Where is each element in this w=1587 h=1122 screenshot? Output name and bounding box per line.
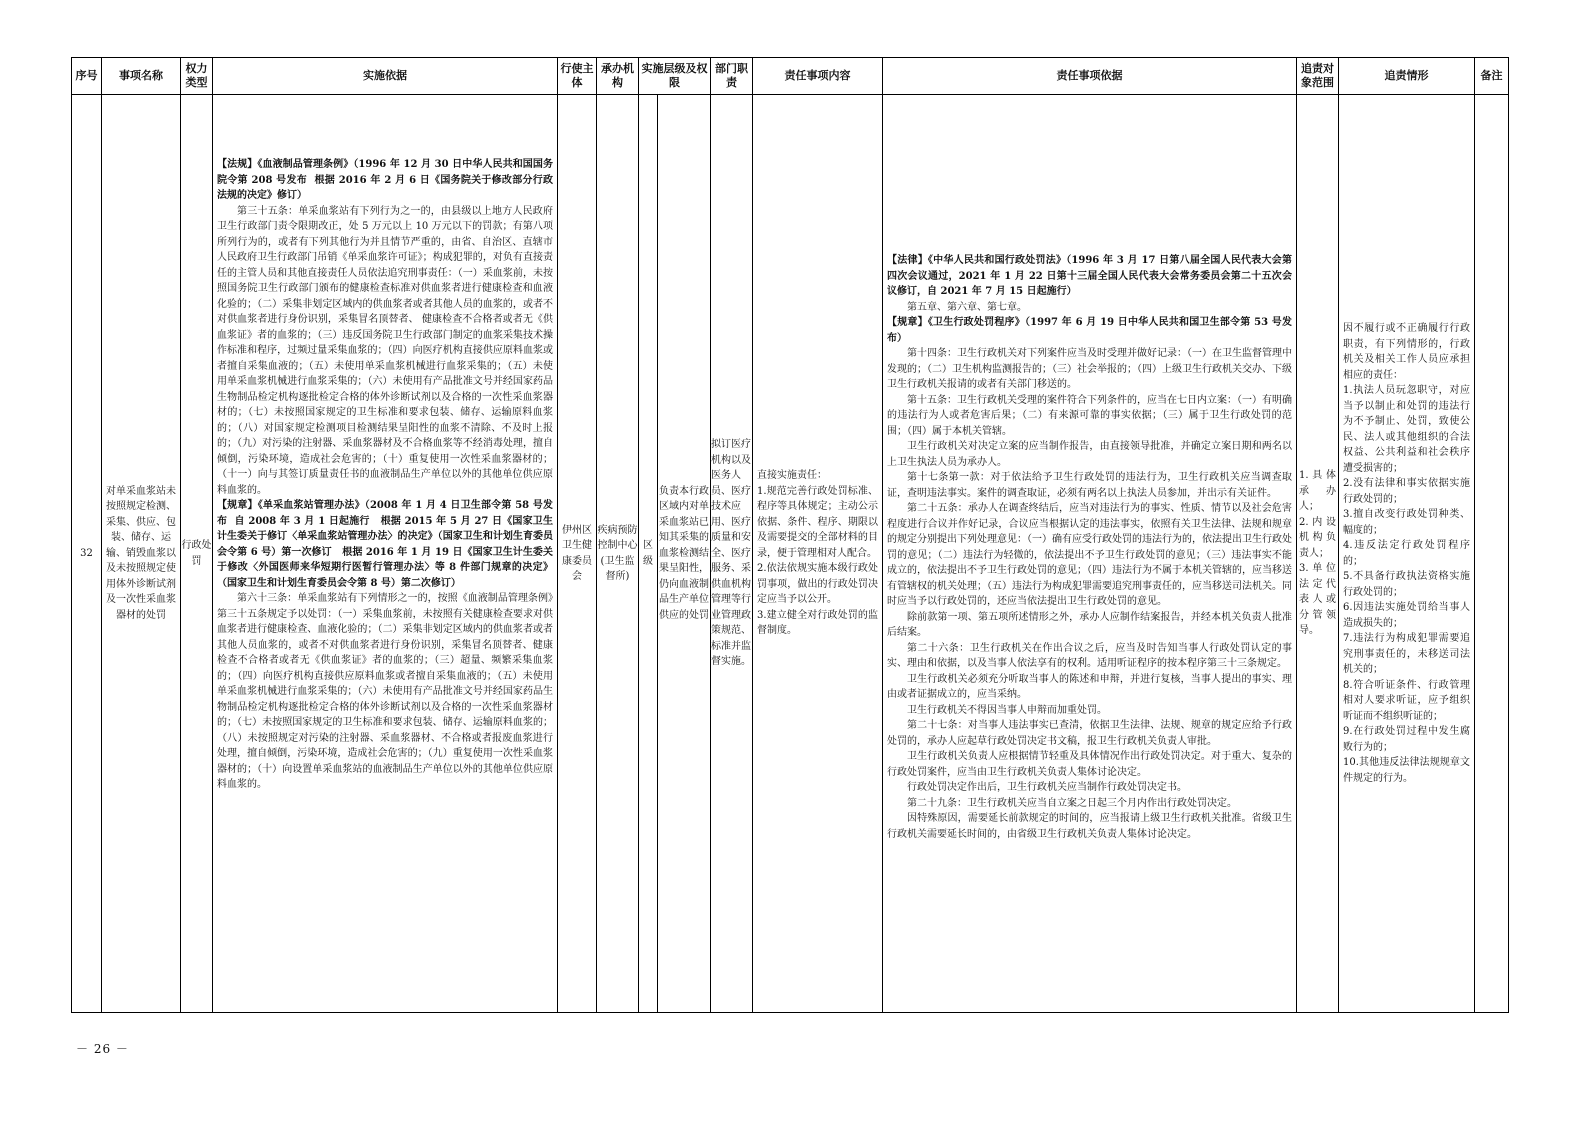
paragraph: 卫生行政机关对决定立案的应当制作报告，由直接领导批准，并确定立案日期和两名以上卫生执法人员为承办人。 <box>887 441 1292 468</box>
paragraph: 第二十五条：承办人在调查终结后，应当对违法行为的事实、性质、情节以及社会危害程度进行合议并作好记录，合议应当根据认定的违法事实，依照有关卫生法律、法规和规章的规定分别提出下列处理意见：（一）确有应受行政处罚的违法行为的，依法提出卫生行政处罚的意见；（二）违法行为轻微的，依法提出不予卫生行政处罚的意见；（三）违法事实不能成立的，依法提出不予卫生行政处罚的意见；（四）违法行为不属于本机关管辖的，应当移送有管辖权的机关处理；（五）违法行为构成犯罪需要追究刑事责任的，应当移送司法机关。同时应当予以行政处罚的，还应当依法提出卫生行政处罚的意见。 <box>887 503 1292 607</box>
table-row <box>72 95 1509 1013</box>
page-number: － 26 － <box>76 1042 129 1056</box>
header-power-type: 权力类型 <box>181 58 213 95</box>
paragraph: 【法规】《血液制品管理条例》（1996 年 12 月 30 日中华人民共和国国务院令第 208 号发布 根据 2016 年 2 月 6 日《国务院关于修改部分行政法规的决定》修订） <box>217 159 553 201</box>
header-remark: 备注 <box>1475 58 1509 95</box>
paragraph: 【规章】《卫生行政处罚程序》（1997 年 6 月 19 日中华人民共和国卫生部令第 53 号发布） <box>887 317 1292 344</box>
cell-item-name: 对单采血浆站未按照规定检测、采集、供应、包装、储存、运输、销毁血浆以及未按照规定使用体外诊断试剂及一次性采血浆器材的处罚 <box>102 95 181 1013</box>
cell-seq: 32 <box>72 95 102 1013</box>
cell-subject: 伊州区卫生健康委员会 <box>558 95 597 1013</box>
paragraph: 第六十三条：单采血浆站有下列情形之一的，按照《血液制品管理条例》第三十五条规定予以处罚：（一）采集血浆前，未按照有关健康检查要求对供血浆者进行健康检查、血液化验的；（二）采集非划定区域内的供血浆者或者其他人员血浆的，或者不对供血浆者进行身份识别，采集冒名顶替者、健康检查不合格者或者无《供血浆证》者的血浆的；（三）超量、频繁采集血浆的；（四）向医疗机构直接供应原料血浆或者擅自采集血液的；（五）未使用单采血浆机械进行血浆采集的；（六）未使用有产品批准文号并经国家药品生物制品检定机构逐批检定合格的体外诊断试剂以及合格的一次性采血浆器材的；（七）未按照国家规定的卫生标准和要求包装、储存、运输原料血浆的；（八）未按照规定对污染的注射器、采血浆器材、不合格或者报废血浆进行处理，擅自倾倒，污染环境，造成社会危害的；（九）重复使用一次性采血浆器材的；（十）向设置单采血浆站的血液制品生产单位以外的其他单位供应原料血浆的。 <box>217 593 553 790</box>
paragraph: 3.单位法定代表人或分管领导。 <box>1299 563 1336 637</box>
cell-situation <box>1339 95 1475 1013</box>
cell-level-a: 区级 <box>639 95 658 1013</box>
header-situation: 追责情形 <box>1339 58 1475 95</box>
scope-text <box>1297 468 1338 639</box>
cell-duty-basis <box>883 95 1297 1013</box>
paragraph: 4.违反法定行政处罚程序的； <box>1343 540 1470 567</box>
paragraph: 6.因违法实施处罚给当事人造成损失的； <box>1343 602 1470 629</box>
cell-agency: 疾病预防控制中心(卫生监督所) <box>597 95 639 1013</box>
cell-remark <box>1475 95 1509 1013</box>
situation-text <box>1339 321 1474 786</box>
paragraph: 2.依法依规实施本级行政处罚事项，做出的行政处罚决定应当予以公开。 <box>757 563 878 606</box>
cell-duty-content <box>753 95 883 1013</box>
paragraph: 第十五条：卫生行政机关受理的案件符合下列条件的，应当在七日内立案：（一）有明确的违法行为人或者危害后果；（二）有来源可靠的事实依据；（三）属于卫生行政处罚的范围；（四）属于本机关管辖。 <box>887 394 1292 437</box>
header-dept-duty: 部门职责 <box>711 58 753 95</box>
paragraph: 第三十五条：单采血浆站有下列行为之一的，由县级以上地方人民政府卫生行政部门责令限期改正，处 5 万元以上 10 万元以下的罚款；有第八项所列行为的，或者有下列其他行为并且情节严重的，由省、自治区、直辖市人民政府卫生行政部门吊销《单采血浆许可证》；构成犯罪的，对负有直接责任的主管人员和其他直接责任人员依法追究刑事责任：（一）采血浆前，未按照国务院卫生行政部门颁布的健康检查标准对供血浆者进行健康检查和血液化验的；（二）采集非划定区域内的供血浆者或者其他人员的血浆的，或者不对供血浆者进行身份识别，采集冒名顶替者、 健康检查不合格者或者无《供血浆证》者的血浆的；（三）违反国务院卫生行政部门制定的血浆采集技术操作标准和程序，过频过量采集血浆的；（四）向医疗机构直接供应原料血浆或者擅自采集血液的；（五）未使用单采血浆机械进行血浆采集的；（五）未使用单采血浆机械进行血浆采集的；（六）未使用有产品批准文号并经国家药品生物制品检定机构逐批检定合格的体外诊断试剂以及合格的一次性采血浆器材的；（七）未按照国家规定的卫生标准和要求包装、储存、运输原料血浆的；（八）对国家规定检测项目检测结果呈阳性的血浆不清除、不及时上报的；（九）对污染的注射器、采血浆器材及不合格血浆等不经消毒处理，擅自倾倒，污染环境，造成社会危害的；（十）重复使用一次性采血浆器材的；（十一）向与其签订质量责任书的血液制品生产单位以外的其他单位供应原料血浆的。 <box>217 205 553 496</box>
paragraph: 5.不具备行政执法资格实施行政处罚的； <box>1343 571 1470 598</box>
paragraph: 7.违法行为构成犯罪需要追究刑事责任的，未移送司法机关的； <box>1343 633 1470 675</box>
paragraph: 第二十七条：对当事人违法事实已查清，依据卫生法律、法规、规章的规定应给予行政处罚的，承办人应起草行政处罚决定书文稿，报卫生行政机关负责人审批。 <box>887 720 1292 747</box>
paragraph: 卫生行政机关必须充分听取当事人的陈述和申辩，并进行复核，当事人提出的事实、理由或者证据成立的，应当采纳。 <box>887 673 1292 700</box>
paragraph: 第十四条：卫生行政机关对下列案件应当及时受理并做好记录：（一）在卫生监督管理中发现的；（二）卫生机构监测报告的；（三）社会举报的；（四）上级卫生行政机关交办、下级卫生行政机关报请的或者有关部门移送的。 <box>887 348 1292 390</box>
cell-dept-duty: 拟订医疗机构以及医务人员、医疗技术应用、医疗质量和安全、医疗服务、采供血机构管理等行业管理政策规范、标准并监督实施。 <box>711 95 753 1013</box>
paragraph: 3.擅自改变行政处罚种类、幅度的； <box>1343 509 1470 536</box>
header-seq: 序号 <box>72 58 102 95</box>
paragraph: 第二十九条：卫生行政机关应当自立案之日起三个月内作出行政处罚决定。 <box>907 797 1237 809</box>
header-row <box>72 58 1509 95</box>
paragraph: 8.符合听证条件、行政管理相对人要求听证，应予组织听证而不组织听证的； <box>1343 679 1470 722</box>
duty-basis-text <box>883 253 1296 842</box>
duty-content-text <box>753 468 882 639</box>
paragraph: 卫生行政机关不得因当事人申辩而加重处罚。 <box>907 704 1107 716</box>
paragraph: 9.在行政处罚过程中发生腐败行为的； <box>1343 726 1470 753</box>
header-subject: 行使主体 <box>558 58 597 95</box>
header-scope: 追责对象范围 <box>1297 58 1339 95</box>
header-agency: 承办机构 <box>597 58 639 95</box>
paragraph: 【法律】《中华人民共和国行政处罚法》（1996 年 3 月 17 日第八届全国人民代表大会第四次会议通过，2021 年 1 月 22 日第十三届全国人民代表大会常务委员会第二十五次会议修订，自 2021 年 7 月 15 日起施行） <box>887 255 1292 297</box>
cell-power-type: 行政处罚 <box>181 95 213 1013</box>
paragraph: 1.具体承办人； <box>1299 470 1336 513</box>
paragraph: 1.规范完善行政处罚标准、程序等具体规定；主动公示依据、条件、程序、期限以及需要提交的全部材料的目录，便于管理相对人配合。 <box>757 485 878 559</box>
paragraph: 第十七条第一款：对于依法给予卫生行政处罚的违法行为，卫生行政机关应当调查取证，查明违法事实。案件的调查取证，必须有两名以上执法人员参加，并出示有关证件。 <box>887 472 1292 499</box>
basis-text <box>213 157 557 793</box>
paragraph: 2.内设机构负责人； <box>1299 516 1336 559</box>
cell-basis <box>213 95 558 1013</box>
paragraph: 直接实施责任： <box>757 470 827 482</box>
header-duty-basis: 责任事项依据 <box>883 58 1297 95</box>
paragraph: 10.其他违反法律法规规章文件规定的行为。 <box>1343 757 1470 784</box>
paragraph: 1.执法人员玩忽职守，对应当予以制止和处罚的违法行为不予制止、处罚，致使公民、法人或其他组织的合法权益、公共利益和社会秩序遭受损害的； <box>1343 385 1470 474</box>
paragraph: 行政处罚决定作出后，卫生行政机关应当制作行政处罚决定书。 <box>907 782 1187 793</box>
paragraph: 因特殊原因，需要延长前款规定的时间的，应当报请上级卫生行政机关批准。省级卫生行政机关需要延长时间的，由省级卫生行政机关负责人集体讨论决定。 <box>887 813 1292 840</box>
paragraph: 第五章、第六章、第七章。 <box>907 301 1027 313</box>
paragraph: 3.建立健全对行政处罚的监督制度。 <box>757 609 878 637</box>
paragraph: 因不履行或不正确履行行政职责，有下列情形的，行政机关及相关工作人员应承担相应的责任： <box>1343 323 1470 381</box>
header-level: 实施层级及权限 <box>639 58 711 95</box>
header-basis: 实施依据 <box>213 58 558 95</box>
paragraph: 卫生行政机关负责人应根据情节轻重及具体情况作出行政处罚决定。对于重大、复杂的行政处罚案件，应当由卫生行政机关负责人集体讨论决定。 <box>887 751 1292 778</box>
paragraph: 2.没有法律和事实依据实施行政处罚的； <box>1343 478 1470 505</box>
header-duty-content: 责任事项内容 <box>753 58 883 95</box>
paragraph: 除前款第一项、第五项所述情形之外，承办人应制作结案报告，并经本机关负责人批准后结案。 <box>887 611 1292 638</box>
header-item-name: 事项名称 <box>102 58 181 95</box>
cell-level-b: 负责本行政区域内对单采血浆站已知其采集的血浆检测结果呈阳性，仍向血液制品生产单位供应的处罚 <box>658 95 711 1013</box>
cell-scope <box>1297 95 1339 1013</box>
paragraph: 第二十六条：卫生行政机关在作出合议之后，应当及时告知当事人行政处罚认定的事实、理由和依据，以及当事人依法享有的权利。适用听证程序的按本程序第三十三条规定。 <box>887 642 1292 669</box>
responsibility-table <box>71 57 1509 1013</box>
paragraph: 【规章】《单采血浆站管理办法》（2008 年 1 月 4 日卫生部令第 58 号发布 自 2008 年 3 月 1 日起施行 根据 2015 年 5 月 27 日《国家卫生计生委关于修订〈单采血浆站管理办法〉的决定》（国家卫生和计划生育委员会令第 6 号）第一次修订 根据 2016 年 1 月 19 日《国家卫生计生委关于修改〈外国医师来华短期行医暂行管理办法〉等 8 件部门规章的决定》（国家卫生和计划生育委员会令第 8 号）第二次修订） <box>217 500 553 589</box>
